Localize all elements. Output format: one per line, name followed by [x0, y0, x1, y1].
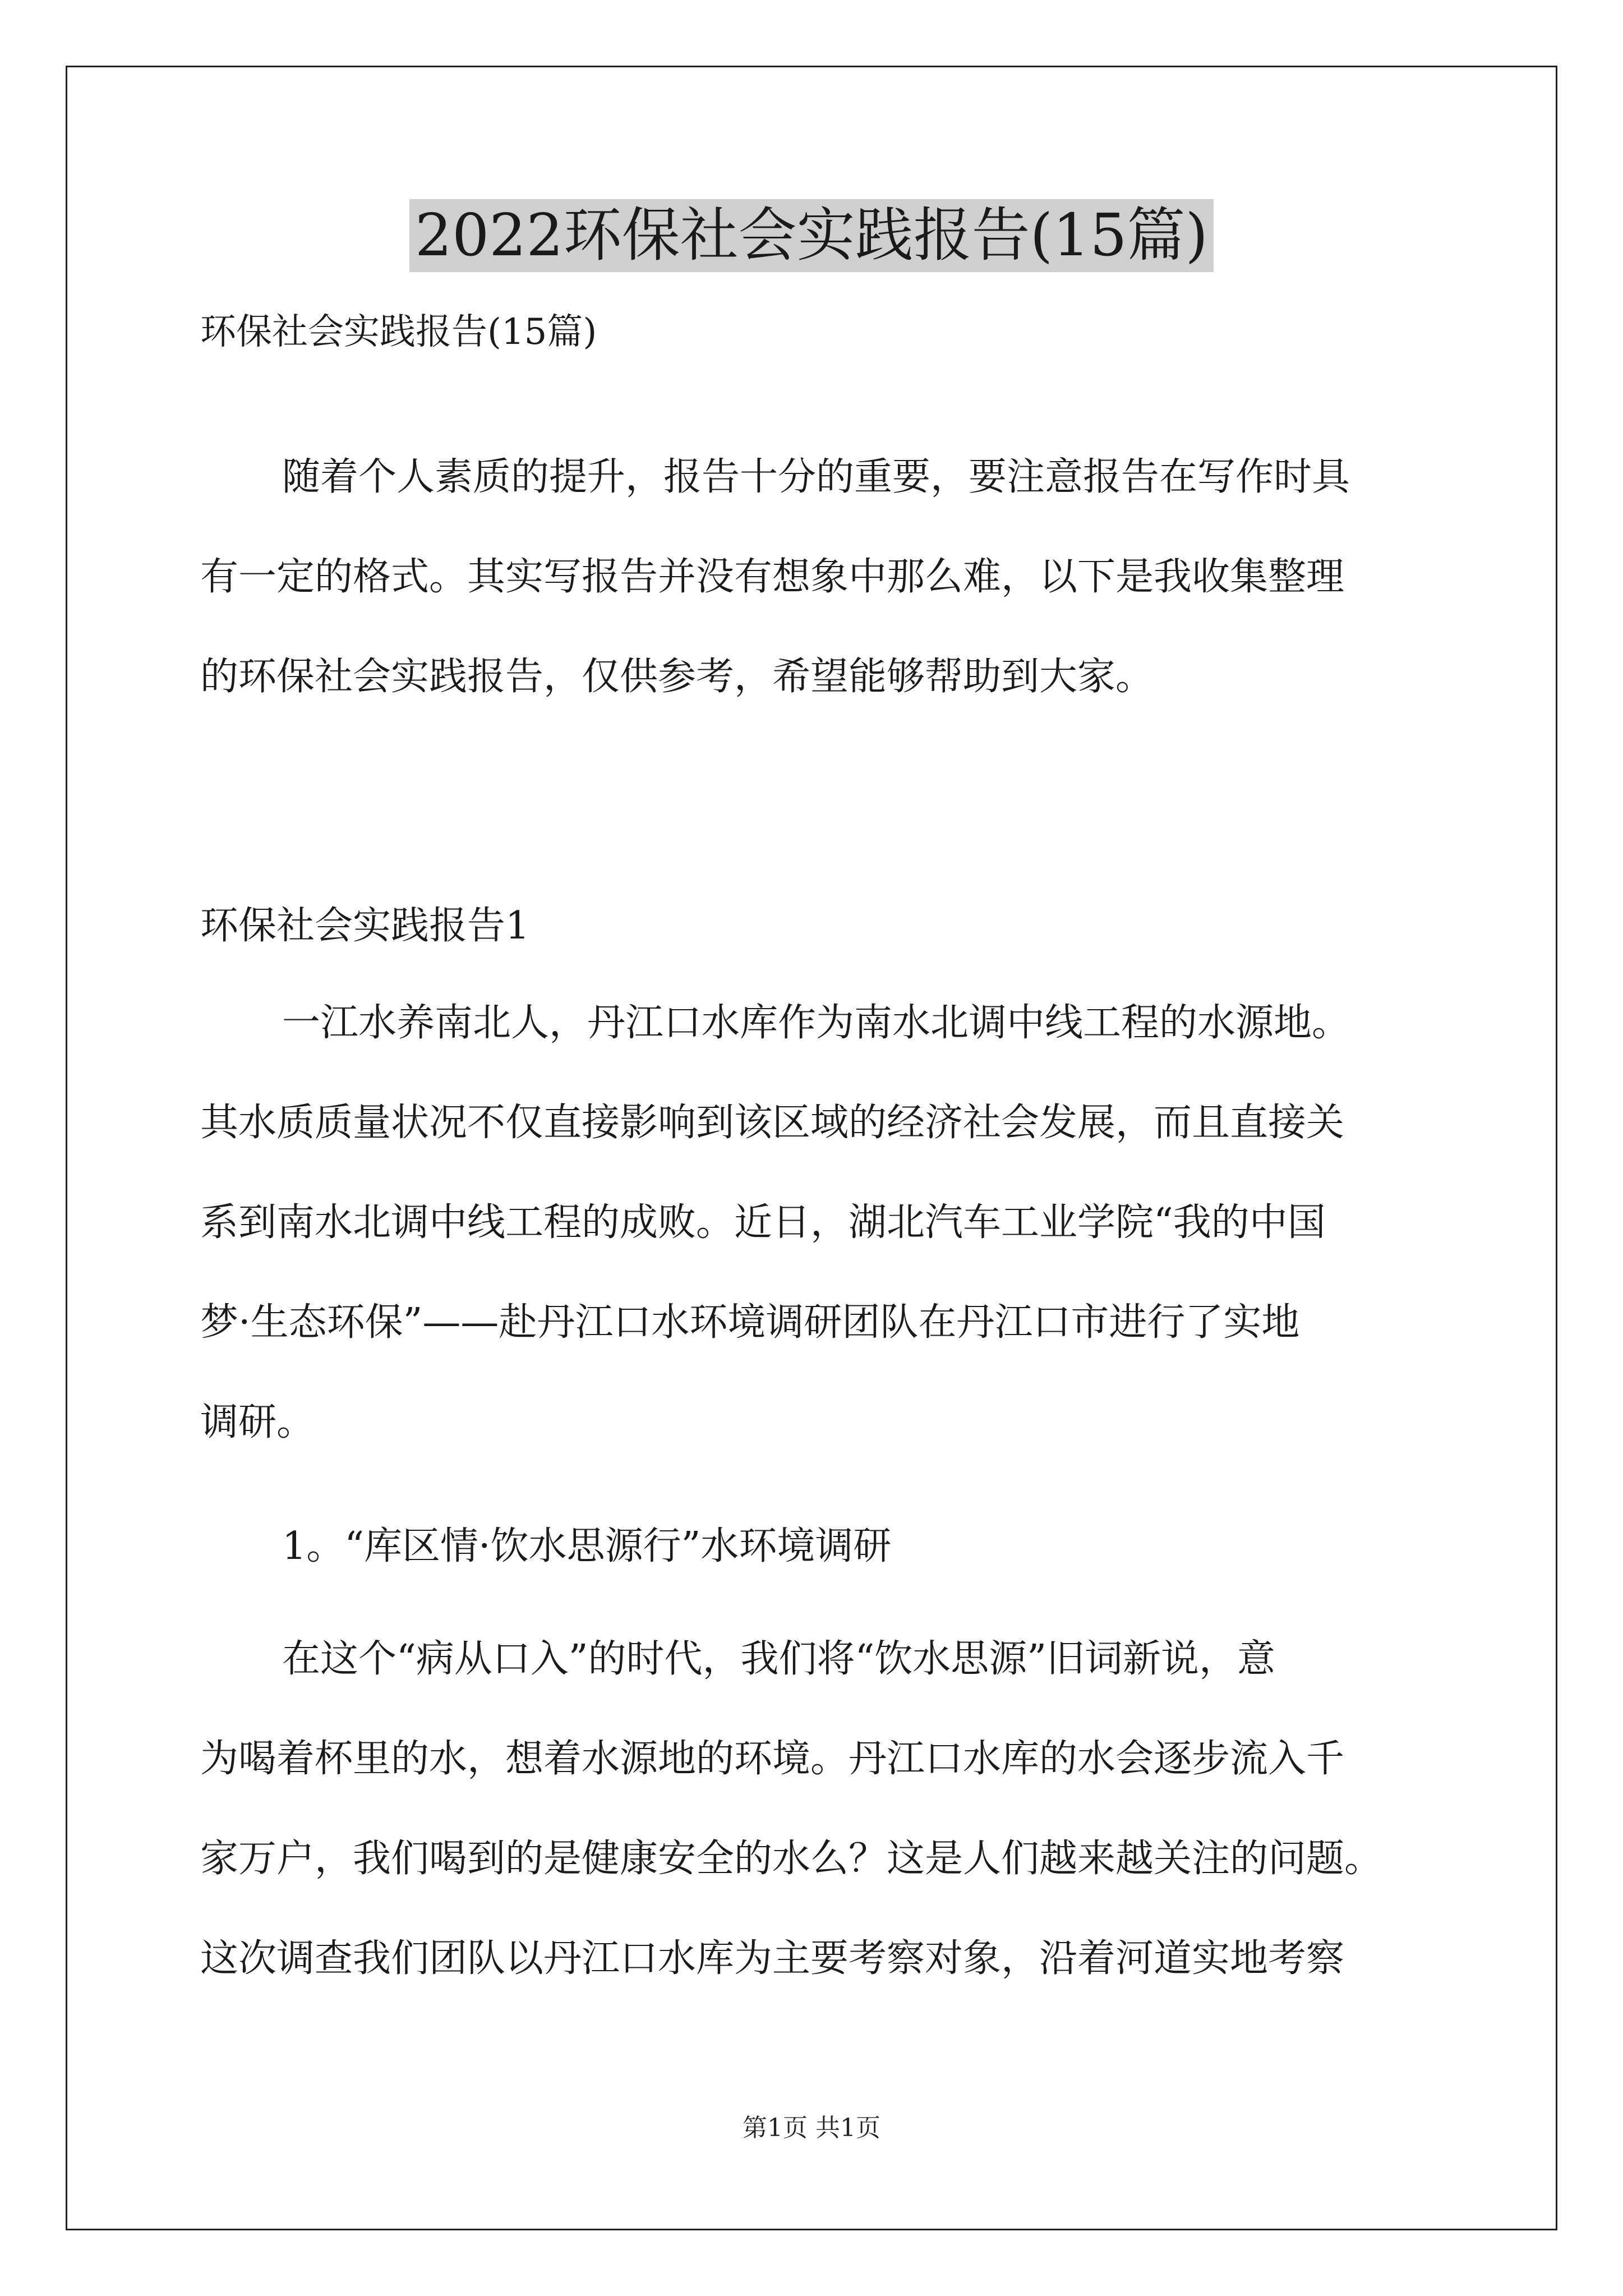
document-title	[0, 199, 1623, 272]
item-line: 这次调查我们团队以丹江口水库为主要考察对象，沿着河道实地考察	[200, 1936, 1345, 1981]
section-heading	[200, 876, 1440, 976]
document-subtitle: 环保社会实践报告(15篇)	[200, 311, 597, 353]
item-paragraph	[200, 1609, 1440, 2009]
page-footer: 第1页 共1页	[743, 2114, 880, 2142]
section-line: 系到南水北调中线工程的成败。近日，湖北汽车工业学院“我的中国	[200, 1200, 1326, 1245]
item-line: 在这个“病从口入”的时代，我们将“饮水思源”旧词新说，意	[282, 1637, 1276, 1681]
section-line: 其水质质量状况不仅直接影响到该区域的经济社会发展，而且直接关	[200, 1101, 1345, 1145]
section-line: 一江水养南北人，丹江口水库作为南水北调中线工程的水源地。	[282, 1001, 1350, 1045]
item-line: 为喝着杯里的水，想着水源地的环境。丹江口水库的水会逐步流入千	[200, 1737, 1345, 1781]
intro-line: 的环保社会实践报告，仅供参考，希望能够帮助到大家。	[200, 655, 1154, 699]
item-heading-text: 1。“库区情·饮水思源行”水环境调研	[282, 1524, 892, 1568]
intro-paragraph	[200, 427, 1440, 727]
section-line: 梦·生态环保”——赴丹江口水环境调研团队在丹江口市进行了实地	[200, 1300, 1300, 1345]
intro-line: 随着个人素质的提升，报告十分的重要，要注意报告在写作时具	[282, 455, 1350, 499]
section-paragraph	[200, 973, 1440, 1473]
section-line: 调研。	[200, 1400, 315, 1444]
item-line: 家万户，我们喝到的是健康安全的水么？这是人们越来越关注的问题。	[200, 1837, 1383, 1881]
section-heading-text: 环保社会实践报告1	[200, 904, 530, 948]
intro-line: 有一定的格式。其实写报告并没有想象中那么难，以下是我收集整理	[200, 555, 1345, 599]
item-heading	[200, 1497, 1440, 1596]
title-text: 2022环保社会实践报告(15篇)	[409, 199, 1214, 272]
